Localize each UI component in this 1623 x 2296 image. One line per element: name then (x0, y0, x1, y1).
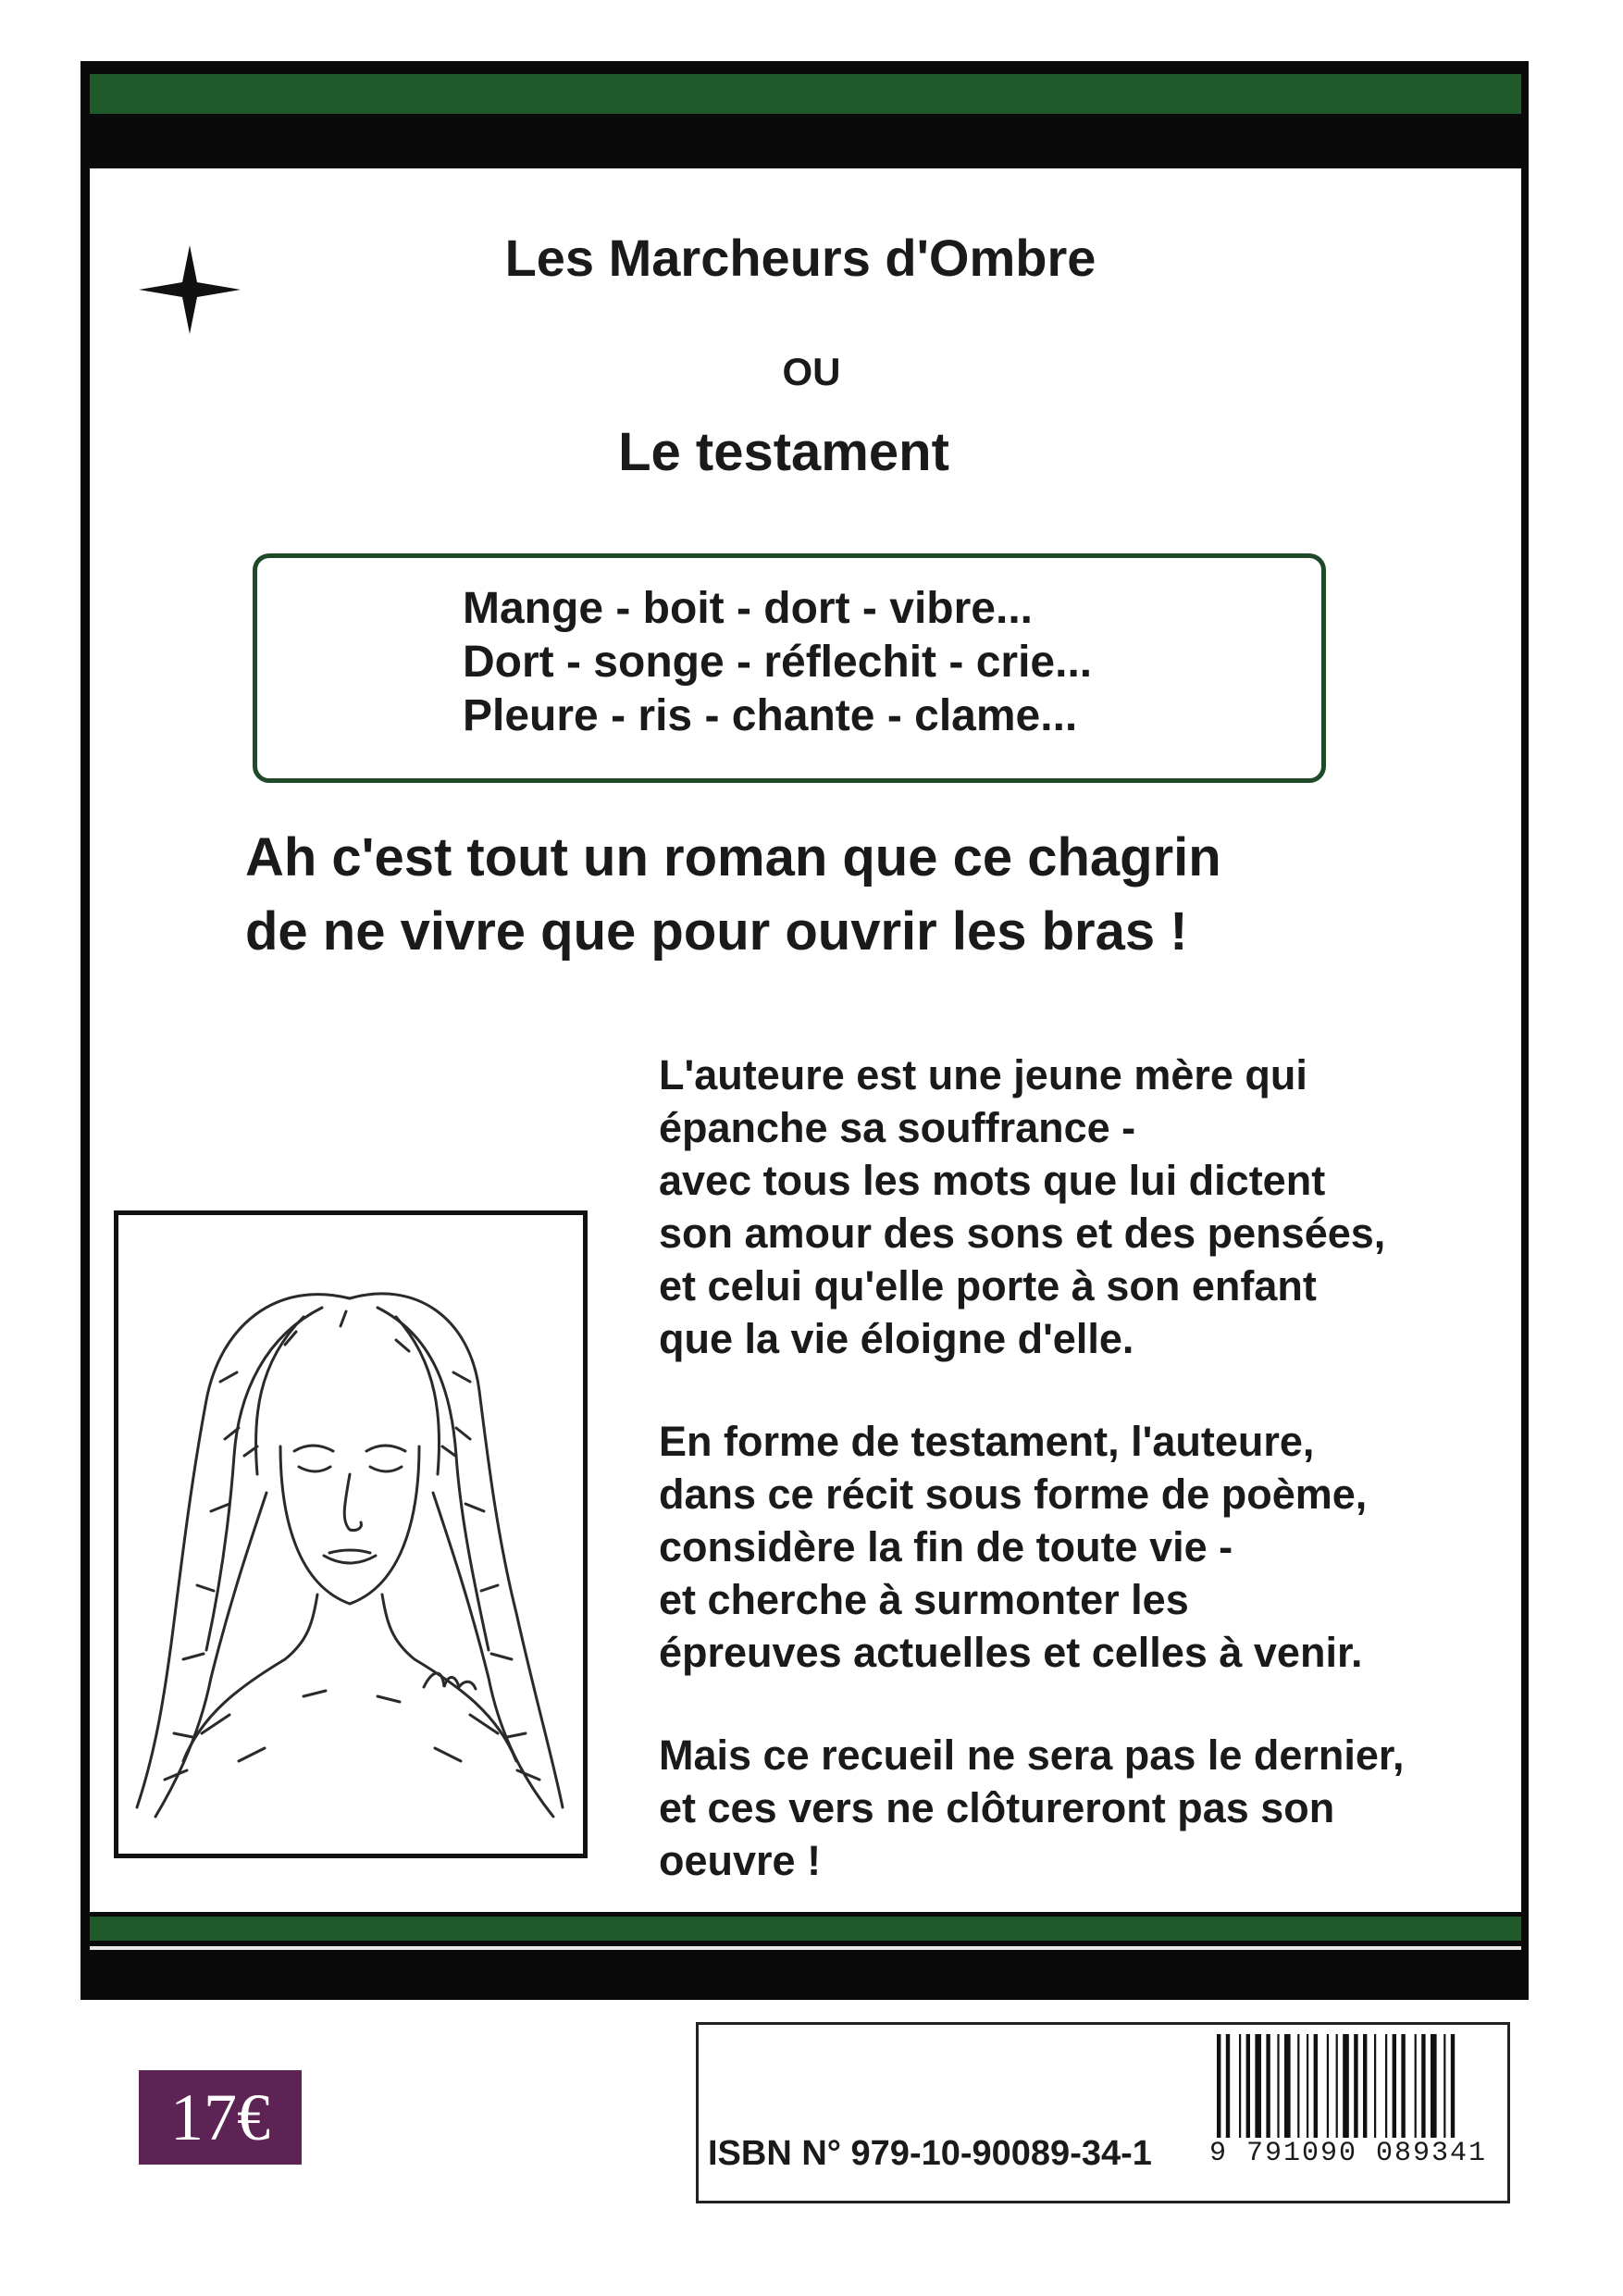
author-portrait (114, 1210, 588, 1858)
blurb-line: dans ce récit sous forme de poème, (659, 1471, 1368, 1518)
top-green-band (90, 74, 1521, 114)
blurb-line: et ces vers ne clôtureront pas son (659, 1784, 1335, 1831)
blurb-line: épreuves actuelles et celles à venir. (659, 1629, 1363, 1676)
barcode-digits: 9 791090 089341 (1209, 2138, 1505, 2169)
book-title: Les Marcheurs d'Ombre (504, 229, 1096, 287)
blurb-line: L'auteure est une jeune mère qui (659, 1051, 1307, 1098)
price-tag: 17€ (139, 2070, 302, 2165)
verb-line: Pleure - ris - chante - clame... (463, 691, 1078, 740)
isbn-box (696, 2022, 1510, 2203)
blurb-line: Mais ce recueil ne sera pas le dernier, (659, 1731, 1405, 1779)
tagline-line: de ne vivre que pour ouvrir les bras ! (245, 901, 1188, 962)
tagline-line: Ah c'est tout un roman que ce chagrin (245, 827, 1221, 887)
blurb-line: son amour des sons et des pensées, (659, 1210, 1386, 1257)
verb-line: Mange - boit - dort - vibre... (463, 584, 1033, 633)
bottom-green-band (90, 1917, 1521, 1941)
blurb-line: considère la fin de toute vie - (659, 1523, 1233, 1570)
isbn-label: ISBN N° 979-10-90089-34-1 (708, 2134, 1152, 2173)
blurb-line: avec tous les mots que lui dictent (659, 1157, 1326, 1204)
blurb-line: oeuvre ! (659, 1837, 822, 1884)
book-subtitle: Le testament (618, 422, 949, 482)
blurb-line: que la vie éloigne d'elle. (659, 1315, 1134, 1362)
blurb-line: et cherche à surmonter les (659, 1576, 1189, 1623)
verb-line: Dort - songe - réflechit - crie... (463, 638, 1093, 687)
bottom-divider (90, 1946, 1521, 1950)
blurb-line: et celui qu'elle porte à son enfant (659, 1262, 1317, 1309)
portrait-sketch-icon (118, 1215, 583, 1854)
blurb-line: épanche sa souffrance - (659, 1104, 1136, 1151)
title-conjunction: OU (782, 350, 841, 393)
blurb-line: En forme de testament, l'auteure, (659, 1418, 1315, 1465)
